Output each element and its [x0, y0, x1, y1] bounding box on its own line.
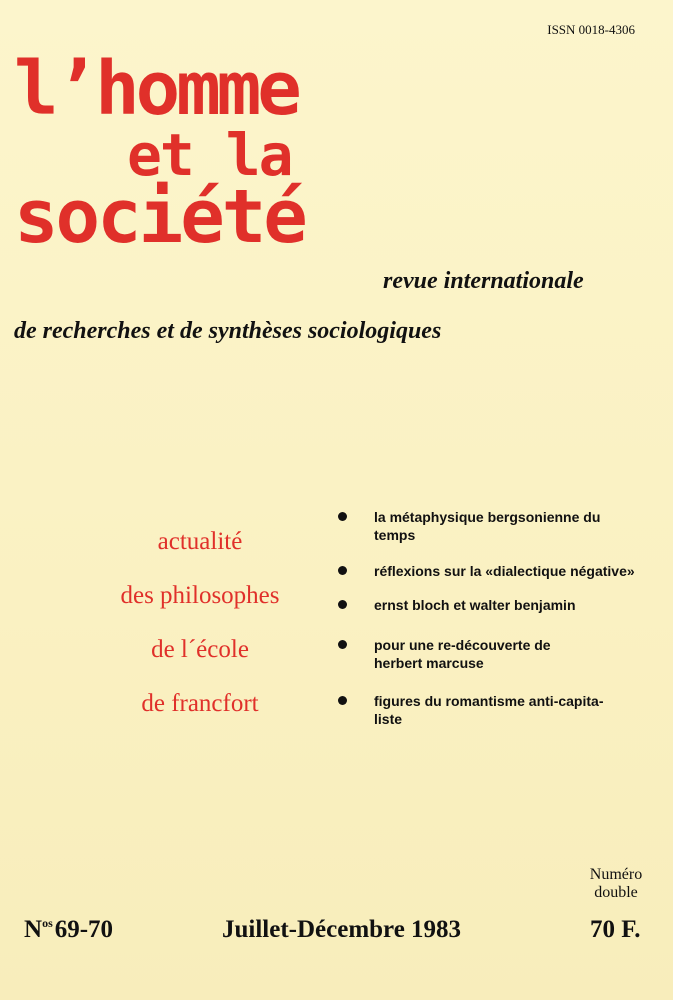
issue-numbers-sup: os [42, 916, 53, 930]
numero-line-2: double [594, 884, 638, 901]
theme-line-2: des philosophes [120, 582, 280, 609]
theme-line-4: de francfort [141, 690, 259, 717]
contents-item-line: la métaphysique bergsonienne du [374, 509, 601, 525]
numero-line-1: Numéro [589, 866, 643, 883]
issue-numbers [24, 916, 113, 944]
numero-double-note [586, 866, 646, 902]
contents-item-line: réflexions sur la «dialectique négative» [374, 563, 635, 579]
title-line-3: société [14, 174, 305, 260]
bullet-icon [338, 640, 347, 649]
contents-item-line: temps [374, 527, 416, 543]
issue-theme [90, 520, 310, 736]
theme-line-3: de l´école [151, 636, 249, 663]
theme-line-1: actualité [157, 528, 243, 555]
contents-item [336, 596, 673, 614]
issue-numbers-value: 69-70 [54, 916, 114, 943]
bullet-icon [338, 600, 347, 609]
issue-date: Juillet-Décembre 1983 [222, 916, 462, 943]
contents-item-line: figures du romantisme anti-capita- [374, 693, 604, 709]
contents-item-line: herbert marcuse [374, 655, 484, 671]
title-line-2: et la [127, 121, 292, 189]
contents-item [336, 508, 673, 544]
journal-title [14, 46, 305, 260]
issue-numbers-prefix: N [24, 916, 43, 943]
contents-item-line: pour une re-découverte de [374, 637, 551, 653]
contents-item-line: liste [374, 711, 403, 727]
issn-label: ISSN 0018-4306 [547, 22, 635, 37]
contents-item [336, 562, 673, 580]
cover-footer [0, 916, 673, 956]
bullet-icon [338, 512, 347, 521]
bullet-icon [338, 696, 347, 705]
bullet-icon [338, 566, 347, 575]
contents-item [336, 636, 673, 672]
contents-item [336, 692, 673, 728]
title-line-1: l’homme [14, 46, 298, 132]
subtitle-line-1: revue internationale [383, 268, 584, 294]
issue-price: 70 F. [590, 916, 641, 943]
subtitle-line-2: de recherches et de synthèses sociologiques [14, 318, 442, 344]
contents-item-line: ernst bloch et walter benjamin [374, 597, 576, 613]
